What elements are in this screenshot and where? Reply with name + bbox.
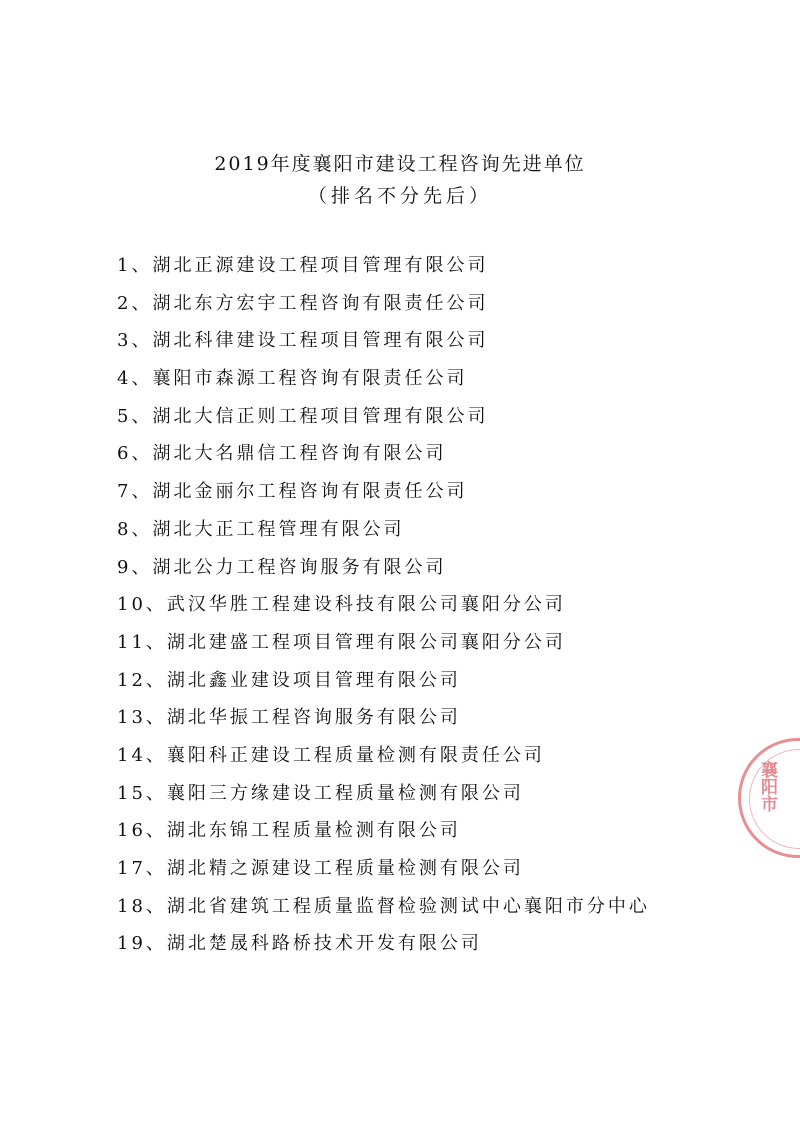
list-item: 13、湖北华振工程咨询服务有限公司 [117,707,461,729]
list-item: 17、湖北精之源建设工程质量检测有限公司 [117,858,524,879]
list-item: 11、湖北建盛工程项目管理有限公司襄阳分公司 [117,631,566,653]
list-item: 10、武汉华胜工程建设科技有限公司襄阳分公司 [117,594,566,616]
document-title: 2019年度襄阳市建设工程咨询先进单位 [214,153,586,175]
list-item: 14、襄阳科正建设工程质量检测有限责任公司 [117,744,545,766]
list-item: 19、湖北楚晟科路桥技术开发有限公司 [117,933,482,955]
company-list [117,252,737,968]
list-item: 15、襄阳三方缘建设工程质量检测有限公司 [117,782,524,804]
list-item: 12、湖北鑫业建设项目管理有限公司 [117,669,461,691]
list-item: 1、湖北正源建设工程项目管理有限公司 [117,255,489,276]
list-item: 7、湖北金丽尔工程咨询有限责任公司 [117,481,468,503]
list-item: 3、湖北科律建设工程项目管理有限公司 [117,330,489,352]
list-item: 16、湖北东锦工程质量检测有限公司 [117,820,461,842]
official-seal [738,738,800,858]
list-item: 4、襄阳市森源工程咨询有限责任公司 [117,368,468,390]
list-item: 6、湖北大名鼎信工程咨询有限公司 [117,443,447,465]
list-item: 18、湖北省建筑工程质量监督检验测试中心襄阳市分中心 [117,895,650,917]
list-item: 8、湖北大正工程管理有限公司 [117,518,405,540]
list-item: 5、湖北大信正则工程项目管理有限公司 [117,405,489,427]
document-subtitle: （排名不分先后） [307,185,492,207]
list-item: 2、湖北东方宏宇工程咨询有限责任公司 [117,292,489,314]
seal-text: 襄阳市 [757,761,777,812]
list-item: 9、湖北公力工程咨询服务有限公司 [117,556,447,578]
